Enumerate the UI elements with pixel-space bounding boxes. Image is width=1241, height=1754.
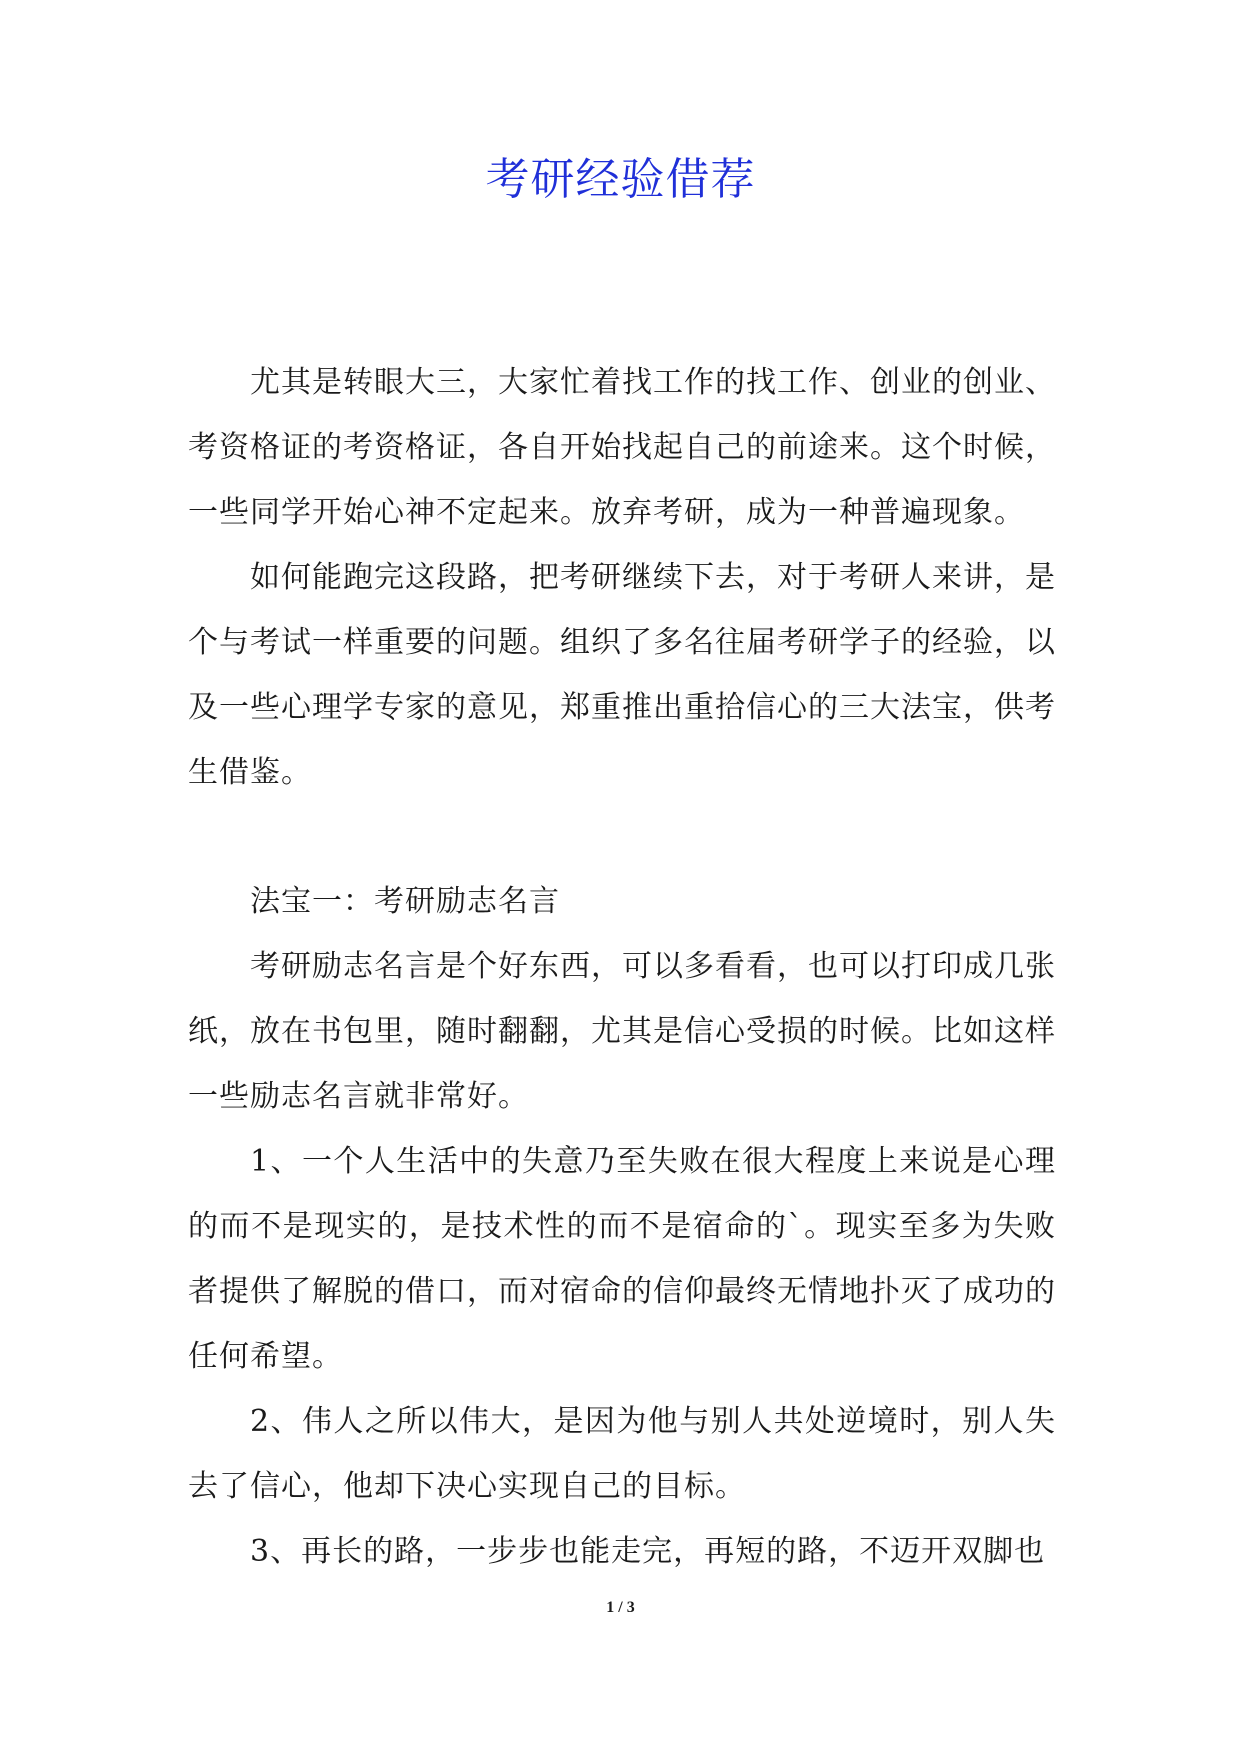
paragraph-spacer (188, 805, 1056, 869)
paragraph: 如何能跑完这段路，把考研继续下去，对于考研人来讲，是个与考试一样重要的问题。组织了多名往届考研学子的经验，以及一些心理学专家的意见，郑重推出重拾信心的三大法宝，供考生借鉴。 (188, 560, 1056, 790)
page-indicator: 1 / 3 (606, 1599, 635, 1616)
paragraph: 1、一个人生活中的失意乃至失败在很大程度上来说是心理的而不是现实的，是技术性的而不是宿命的`。现实至多为失败者提供了解脱的借口，而对宿命的信仰最终无情地扑灭了成功的任何希望。 (188, 1144, 1056, 1374)
document-body (188, 350, 1056, 1584)
section-heading: 法宝一：考研励志名言 (250, 884, 560, 919)
paragraph: 2、伟人之所以伟大，是因为他与别人共处逆境时，别人失去了信心，他却下决心实现自己的目标。 (188, 1404, 1056, 1504)
paragraph: 3、再长的路，一步步也能走完，再短的路，不迈开双脚也 (250, 1534, 1046, 1569)
paragraph: 考研励志名言是个好东西，可以多看看，也可以打印成几张纸，放在书包里，随时翻翻，尤其是信心受损的时候。比如这样一些励志名言就非常好。 (188, 949, 1056, 1114)
document-title: 考研经验借荐 (485, 154, 756, 205)
paragraph: 尤其是转眼大三，大家忙着找工作的找工作、创业的创业、考资格证的考资格证，各自开始找起自己的前途来。这个时候，一些同学开始心神不定起来。放弃考研，成为一种普遍现象。 (188, 365, 1056, 530)
